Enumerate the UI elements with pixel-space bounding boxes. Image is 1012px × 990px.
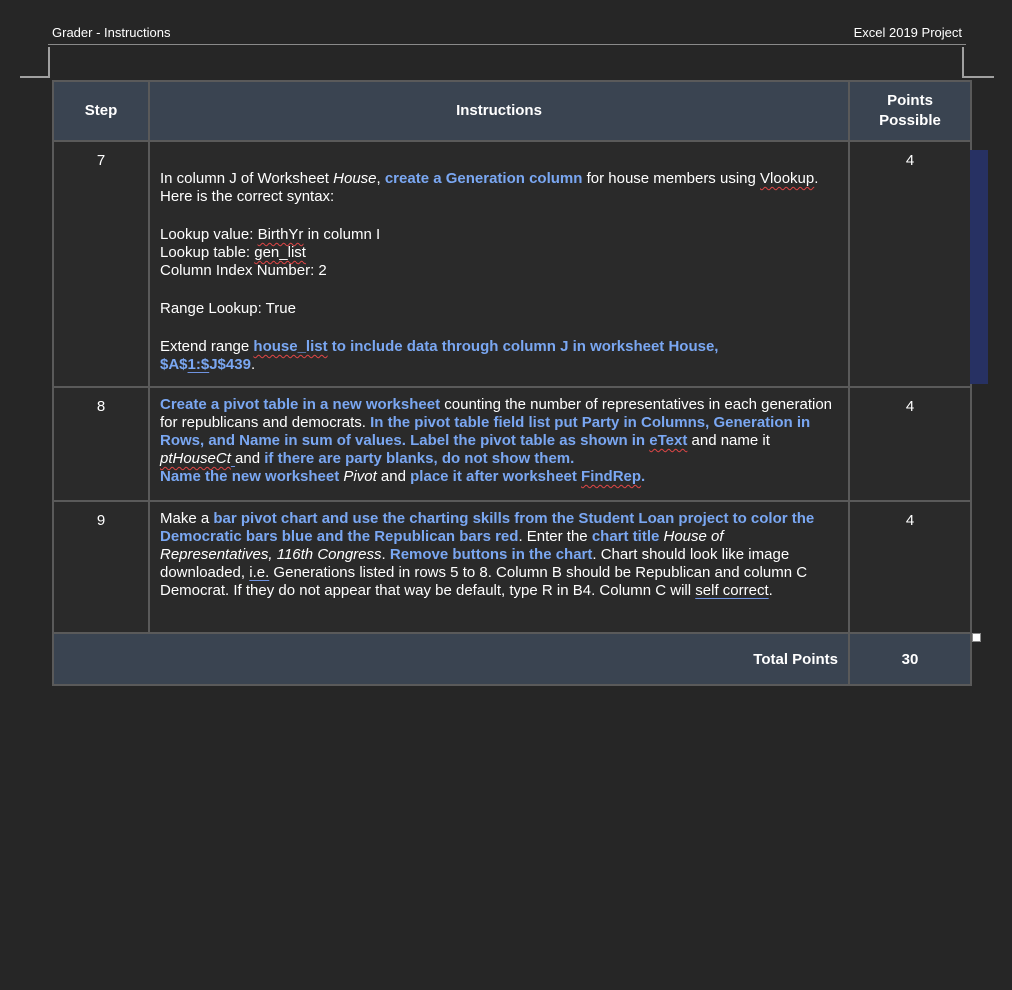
step-number: 9 — [53, 501, 149, 633]
instruction-text: Make a bar pivot chart and use the charting skills from the Student Loan project to color the Democratic bars blue and the Republican bars red. Enter the chart title House of Representatives, 116th Congress. Remove buttons in the chart. Chart should look like image downloaded, i.e. Generations listed in rows 5 to 8. Column B should be Republican and column C Democrat. If they do not appear that way be default, type R in B4. Column C will self correct. — [149, 501, 849, 633]
instructions-header: Instructions — [149, 81, 849, 141]
crop-mark-left-h — [20, 76, 50, 78]
step-header: Step — [53, 81, 149, 141]
crop-mark-right — [962, 47, 964, 78]
table-row — [53, 141, 971, 387]
resize-handle[interactable] — [972, 633, 981, 642]
total-points-value: 30 — [849, 633, 971, 685]
step-number: 8 — [53, 387, 149, 501]
crop-mark-right-h — [962, 76, 994, 78]
step-number: 7 — [53, 141, 149, 387]
header-project: Excel 2019 Project — [853, 25, 962, 40]
points-value: 4 — [849, 387, 971, 501]
header-title: Grader - Instructions — [52, 25, 171, 40]
table-header-row — [53, 81, 971, 141]
instruction-text: Create a pivot table in a new worksheet counting the number of representatives in each generation for republicans and democrats. In the pivot table field list put Party in Columns, Generation in Rows, and Name in sum of values. Label the pivot table as shown in eText and name it ptHouseCt and if there are party blanks, do not show them. Name the new worksheet Pivot and place it after worksheet FindRep. — [149, 387, 849, 501]
total-row — [53, 633, 971, 685]
points-value: 4 — [849, 141, 971, 387]
crop-mark-left — [48, 47, 50, 78]
instruction-text: In column J of Worksheet House, create a Generation column for house members using Vlookup. Here is the correct syntax: Lookup value: BirthYr in column I Lookup table: gen_list Column Index Number: 2 Range Lookup: True Extend range house_list to include data through column J in worksheet House, $A$1:$J$439. — [149, 141, 849, 387]
total-points-label: Total Points — [53, 633, 849, 685]
table-row — [53, 501, 971, 633]
table-row — [53, 387, 971, 501]
header-rule — [48, 44, 966, 45]
points-header: Points Possible — [849, 81, 971, 141]
instructions-table — [52, 80, 972, 686]
vertical-scrollbar[interactable] — [970, 150, 988, 384]
points-value: 4 — [849, 501, 971, 633]
